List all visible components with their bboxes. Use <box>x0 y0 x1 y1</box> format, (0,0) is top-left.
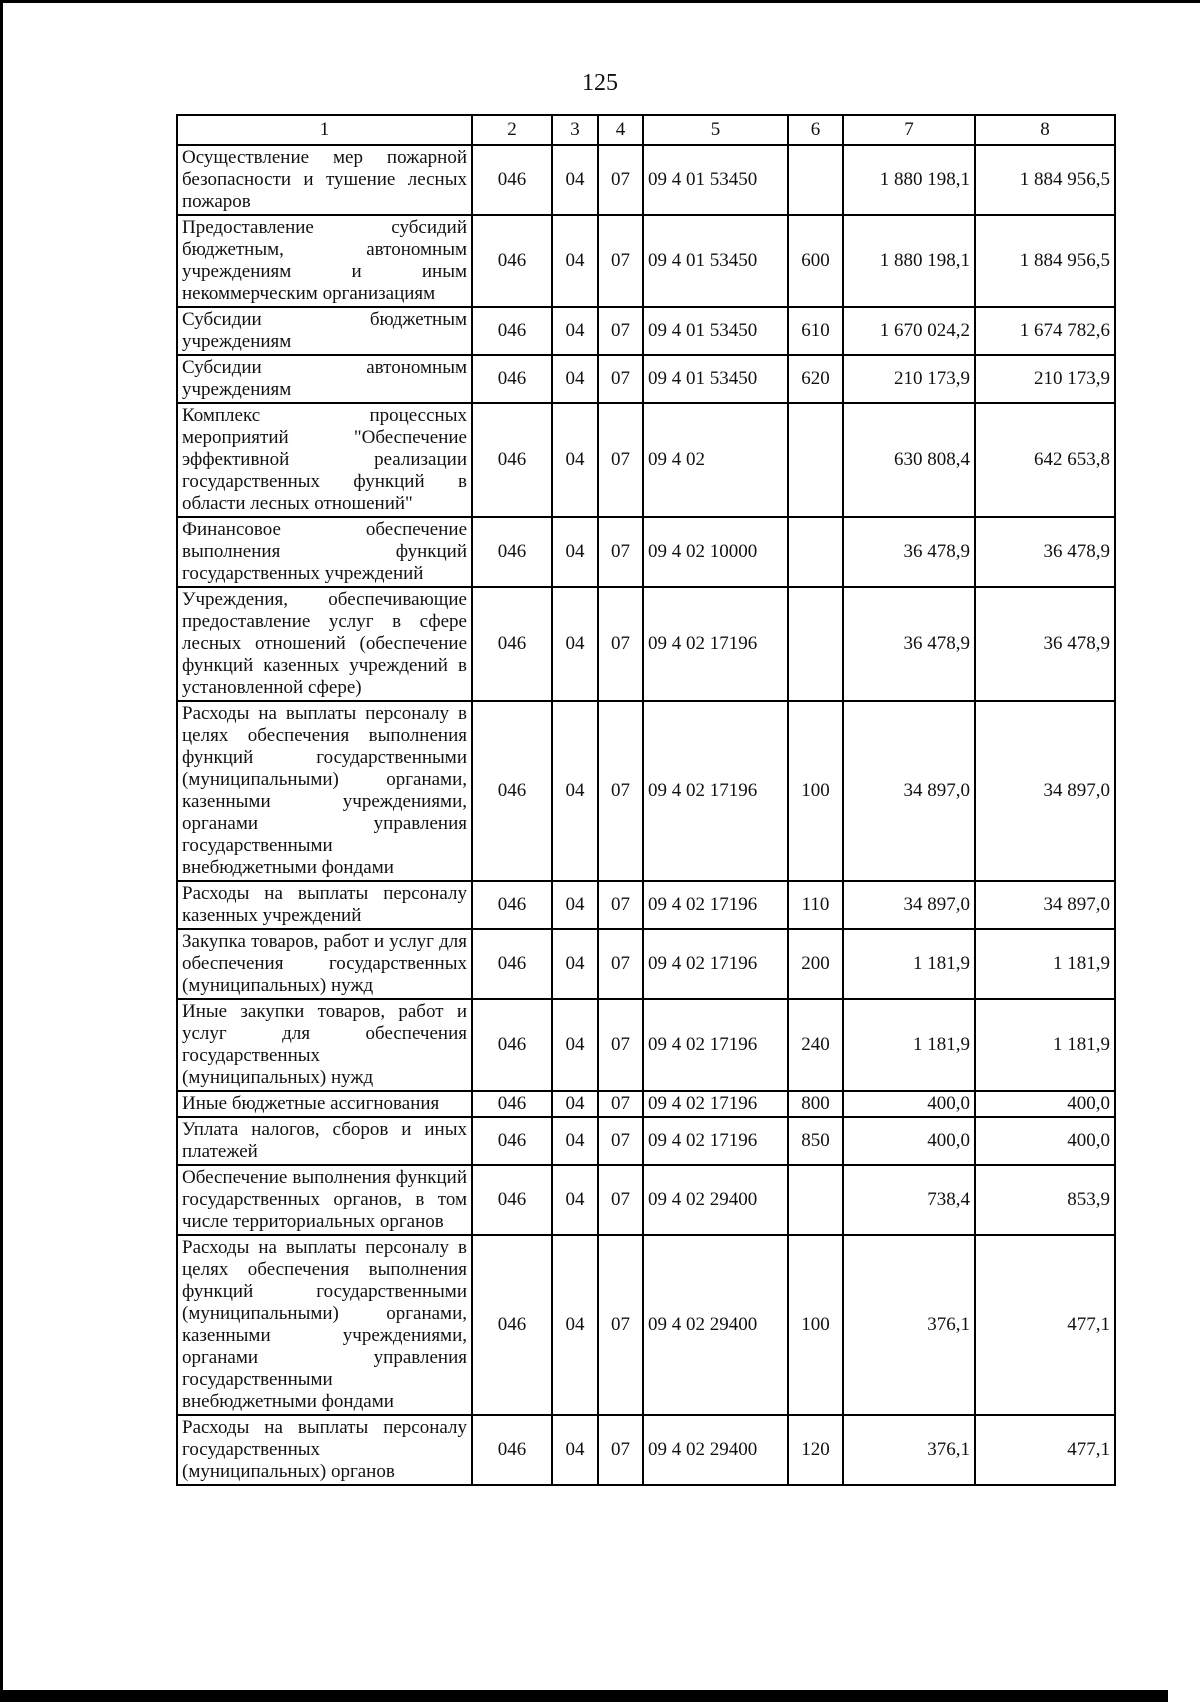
table-row <box>177 587 1115 701</box>
table-row <box>177 999 1115 1091</box>
row-section-cell: 04 <box>552 145 598 215</box>
row-expense-type-cell: 610 <box>788 307 843 355</box>
row-amount-col8-cell: 1 181,9 <box>975 929 1115 999</box>
row-amount-col8-cell: 36 478,9 <box>975 587 1115 701</box>
row-expense-type-cell: 110 <box>788 881 843 929</box>
row-expense-type-cell: 200 <box>788 929 843 999</box>
row-section-cell: 04 <box>552 701 598 881</box>
row-expense-type-cell <box>788 517 843 587</box>
row-expense-type-cell <box>788 1165 843 1235</box>
column-header: 7 <box>843 115 975 145</box>
row-amount-col8-cell: 1 884 956,5 <box>975 145 1115 215</box>
row-admin-code-cell: 046 <box>472 999 552 1091</box>
row-name-cell: Расходы на выплаты персоналу в целях обеспечения выполнения функций государственными (муниципальными) органами, казенными учреждениями, органами управления государственными внебюджетными фондами <box>177 701 472 881</box>
row-amount-col8-cell: 400,0 <box>975 1117 1115 1165</box>
row-name-cell: Расходы на выплаты персоналу государственных (муниципальных) органов <box>177 1415 472 1485</box>
row-section-cell: 04 <box>552 215 598 307</box>
row-subsection-cell: 07 <box>598 355 643 403</box>
row-target-article-cell: 09 4 02 <box>643 403 788 517</box>
table-row <box>177 145 1115 215</box>
row-amount-col7-cell: 34 897,0 <box>843 881 975 929</box>
row-amount-col7-cell: 1 880 198,1 <box>843 215 975 307</box>
row-admin-code-cell: 046 <box>472 1117 552 1165</box>
row-amount-col8-cell: 477,1 <box>975 1415 1115 1485</box>
row-name-cell: Иные закупки товаров, работ и услуг для обеспечения государственных (муниципальных) нужд <box>177 999 472 1091</box>
table-row <box>177 307 1115 355</box>
row-amount-col8-cell: 1 674 782,6 <box>975 307 1115 355</box>
row-expense-type-cell: 620 <box>788 355 843 403</box>
row-name-cell: Расходы на выплаты персоналу в целях обеспечения выполнения функций государственными (муниципальными) органами, казенными учреждениями, органами управления государственными внебюджетными фондами <box>177 1235 472 1415</box>
row-target-article-cell: 09 4 02 17196 <box>643 701 788 881</box>
row-target-article-cell: 09 4 01 53450 <box>643 355 788 403</box>
row-amount-col7-cell: 36 478,9 <box>843 587 975 701</box>
budget-table <box>176 114 1116 1486</box>
row-name-cell: Иные бюджетные ассигнования <box>177 1091 472 1117</box>
row-amount-col7-cell: 400,0 <box>843 1117 975 1165</box>
row-target-article-cell: 09 4 02 29400 <box>643 1415 788 1485</box>
row-subsection-cell: 07 <box>598 517 643 587</box>
row-target-article-cell: 09 4 02 10000 <box>643 517 788 587</box>
row-subsection-cell: 07 <box>598 587 643 701</box>
row-name-cell: Уплата налогов, сборов и иных платежей <box>177 1117 472 1165</box>
row-admin-code-cell: 046 <box>472 215 552 307</box>
row-amount-col7-cell: 738,4 <box>843 1165 975 1235</box>
table-row <box>177 1117 1115 1165</box>
row-expense-type-cell: 100 <box>788 701 843 881</box>
row-amount-col8-cell: 36 478,9 <box>975 517 1115 587</box>
row-expense-type-cell: 120 <box>788 1415 843 1485</box>
row-expense-type-cell <box>788 145 843 215</box>
row-expense-type-cell <box>788 403 843 517</box>
table-row <box>177 929 1115 999</box>
row-amount-col7-cell: 1 880 198,1 <box>843 145 975 215</box>
row-amount-col7-cell: 1 670 024,2 <box>843 307 975 355</box>
row-subsection-cell: 07 <box>598 1415 643 1485</box>
row-name-cell: Субсидии бюджетным учреждениям <box>177 307 472 355</box>
row-target-article-cell: 09 4 02 29400 <box>643 1235 788 1415</box>
row-admin-code-cell: 046 <box>472 517 552 587</box>
row-subsection-cell: 07 <box>598 1235 643 1415</box>
row-section-cell: 04 <box>552 1235 598 1415</box>
row-target-article-cell: 09 4 02 17196 <box>643 587 788 701</box>
row-admin-code-cell: 046 <box>472 355 552 403</box>
row-section-cell: 04 <box>552 1165 598 1235</box>
table-row <box>177 701 1115 881</box>
row-section-cell: 04 <box>552 1091 598 1117</box>
row-name-cell: Учреждения, обеспечивающие предоставление услуг в сфере лесных отношений (обеспечение функций казенных учреждений в установленной сфере) <box>177 587 472 701</box>
row-name-cell: Обеспечение выполнения функций государственных органов, в том числе территориальных органов <box>177 1165 472 1235</box>
row-amount-col8-cell: 400,0 <box>975 1091 1115 1117</box>
scan-border-bottom <box>0 1690 1168 1702</box>
row-admin-code-cell: 046 <box>472 701 552 881</box>
column-header: 8 <box>975 115 1115 145</box>
row-name-cell: Комплекс процессных мероприятий "Обеспечение эффективной реализации государственных функций в области лесных отношений" <box>177 403 472 517</box>
column-header: 1 <box>177 115 472 145</box>
row-target-article-cell: 09 4 02 29400 <box>643 1165 788 1235</box>
row-name-cell: Финансовое обеспечение выполнения функций государственных учреждений <box>177 517 472 587</box>
column-header: 4 <box>598 115 643 145</box>
row-target-article-cell: 09 4 02 17196 <box>643 1117 788 1165</box>
row-amount-col8-cell: 853,9 <box>975 1165 1115 1235</box>
row-expense-type-cell: 600 <box>788 215 843 307</box>
column-header: 3 <box>552 115 598 145</box>
row-admin-code-cell: 046 <box>472 1091 552 1117</box>
row-subsection-cell: 07 <box>598 403 643 517</box>
row-name-cell: Закупка товаров, работ и услуг для обеспечения государственных (муниципальных) нужд <box>177 929 472 999</box>
row-target-article-cell: 09 4 02 17196 <box>643 881 788 929</box>
row-target-article-cell: 09 4 02 17196 <box>643 929 788 999</box>
row-expense-type-cell: 100 <box>788 1235 843 1415</box>
table-row <box>177 1235 1115 1415</box>
scan-border-top <box>0 0 1200 3</box>
row-expense-type-cell: 800 <box>788 1091 843 1117</box>
row-amount-col8-cell: 642 653,8 <box>975 403 1115 517</box>
row-amount-col8-cell: 34 897,0 <box>975 881 1115 929</box>
row-amount-col7-cell: 210 173,9 <box>843 355 975 403</box>
row-amount-col7-cell: 376,1 <box>843 1235 975 1415</box>
row-amount-col7-cell: 34 897,0 <box>843 701 975 881</box>
column-header: 6 <box>788 115 843 145</box>
table-row <box>177 403 1115 517</box>
row-section-cell: 04 <box>552 355 598 403</box>
table-row <box>177 1165 1115 1235</box>
row-subsection-cell: 07 <box>598 1091 643 1117</box>
row-subsection-cell: 07 <box>598 307 643 355</box>
row-admin-code-cell: 046 <box>472 881 552 929</box>
row-section-cell: 04 <box>552 929 598 999</box>
row-expense-type-cell: 850 <box>788 1117 843 1165</box>
row-target-article-cell: 09 4 01 53450 <box>643 215 788 307</box>
row-expense-type-cell: 240 <box>788 999 843 1091</box>
row-admin-code-cell: 046 <box>472 1235 552 1415</box>
table-row <box>177 881 1115 929</box>
row-expense-type-cell <box>788 587 843 701</box>
row-subsection-cell: 07 <box>598 215 643 307</box>
row-amount-col8-cell: 477,1 <box>975 1235 1115 1415</box>
row-subsection-cell: 07 <box>598 1117 643 1165</box>
page-number: 125 <box>582 70 618 96</box>
row-subsection-cell: 07 <box>598 145 643 215</box>
row-section-cell: 04 <box>552 1415 598 1485</box>
row-target-article-cell: 09 4 02 17196 <box>643 999 788 1091</box>
row-amount-col7-cell: 400,0 <box>843 1091 975 1117</box>
row-admin-code-cell: 046 <box>472 587 552 701</box>
row-section-cell: 04 <box>552 403 598 517</box>
row-admin-code-cell: 046 <box>472 929 552 999</box>
row-subsection-cell: 07 <box>598 1165 643 1235</box>
table-row <box>177 1415 1115 1485</box>
row-admin-code-cell: 046 <box>472 403 552 517</box>
row-amount-col7-cell: 376,1 <box>843 1415 975 1485</box>
row-subsection-cell: 07 <box>598 999 643 1091</box>
row-section-cell: 04 <box>552 587 598 701</box>
row-admin-code-cell: 046 <box>472 307 552 355</box>
row-section-cell: 04 <box>552 307 598 355</box>
column-header: 5 <box>643 115 788 145</box>
row-section-cell: 04 <box>552 517 598 587</box>
row-amount-col8-cell: 1 181,9 <box>975 999 1115 1091</box>
row-name-cell: Расходы на выплаты персоналу казенных учреждений <box>177 881 472 929</box>
table-body <box>177 115 1115 1485</box>
row-admin-code-cell: 046 <box>472 145 552 215</box>
row-amount-col8-cell: 210 173,9 <box>975 355 1115 403</box>
row-admin-code-cell: 046 <box>472 1415 552 1485</box>
row-section-cell: 04 <box>552 999 598 1091</box>
row-section-cell: 04 <box>552 881 598 929</box>
table-row <box>177 517 1115 587</box>
row-amount-col8-cell: 34 897,0 <box>975 701 1115 881</box>
table-row <box>177 1091 1115 1117</box>
row-amount-col7-cell: 1 181,9 <box>843 929 975 999</box>
row-subsection-cell: 07 <box>598 929 643 999</box>
scan-border-left <box>0 0 3 1702</box>
row-amount-col8-cell: 1 884 956,5 <box>975 215 1115 307</box>
row-subsection-cell: 07 <box>598 881 643 929</box>
row-target-article-cell: 09 4 01 53450 <box>643 145 788 215</box>
row-target-article-cell: 09 4 01 53450 <box>643 307 788 355</box>
row-amount-col7-cell: 36 478,9 <box>843 517 975 587</box>
row-target-article-cell: 09 4 02 17196 <box>643 1091 788 1117</box>
row-admin-code-cell: 046 <box>472 1165 552 1235</box>
row-name-cell: Предоставление субсидий бюджетным, автономным учреждениям и иным некоммерческим организациям <box>177 215 472 307</box>
row-subsection-cell: 07 <box>598 701 643 881</box>
table-row <box>177 355 1115 403</box>
row-amount-col7-cell: 630 808,4 <box>843 403 975 517</box>
row-amount-col7-cell: 1 181,9 <box>843 999 975 1091</box>
row-name-cell: Субсидии автономным учреждениям <box>177 355 472 403</box>
column-header: 2 <box>472 115 552 145</box>
table-row <box>177 215 1115 307</box>
row-section-cell: 04 <box>552 1117 598 1165</box>
table-header-row <box>177 115 1115 145</box>
row-name-cell: Осуществление мер пожарной безопасности и тушение лесных пожаров <box>177 145 472 215</box>
